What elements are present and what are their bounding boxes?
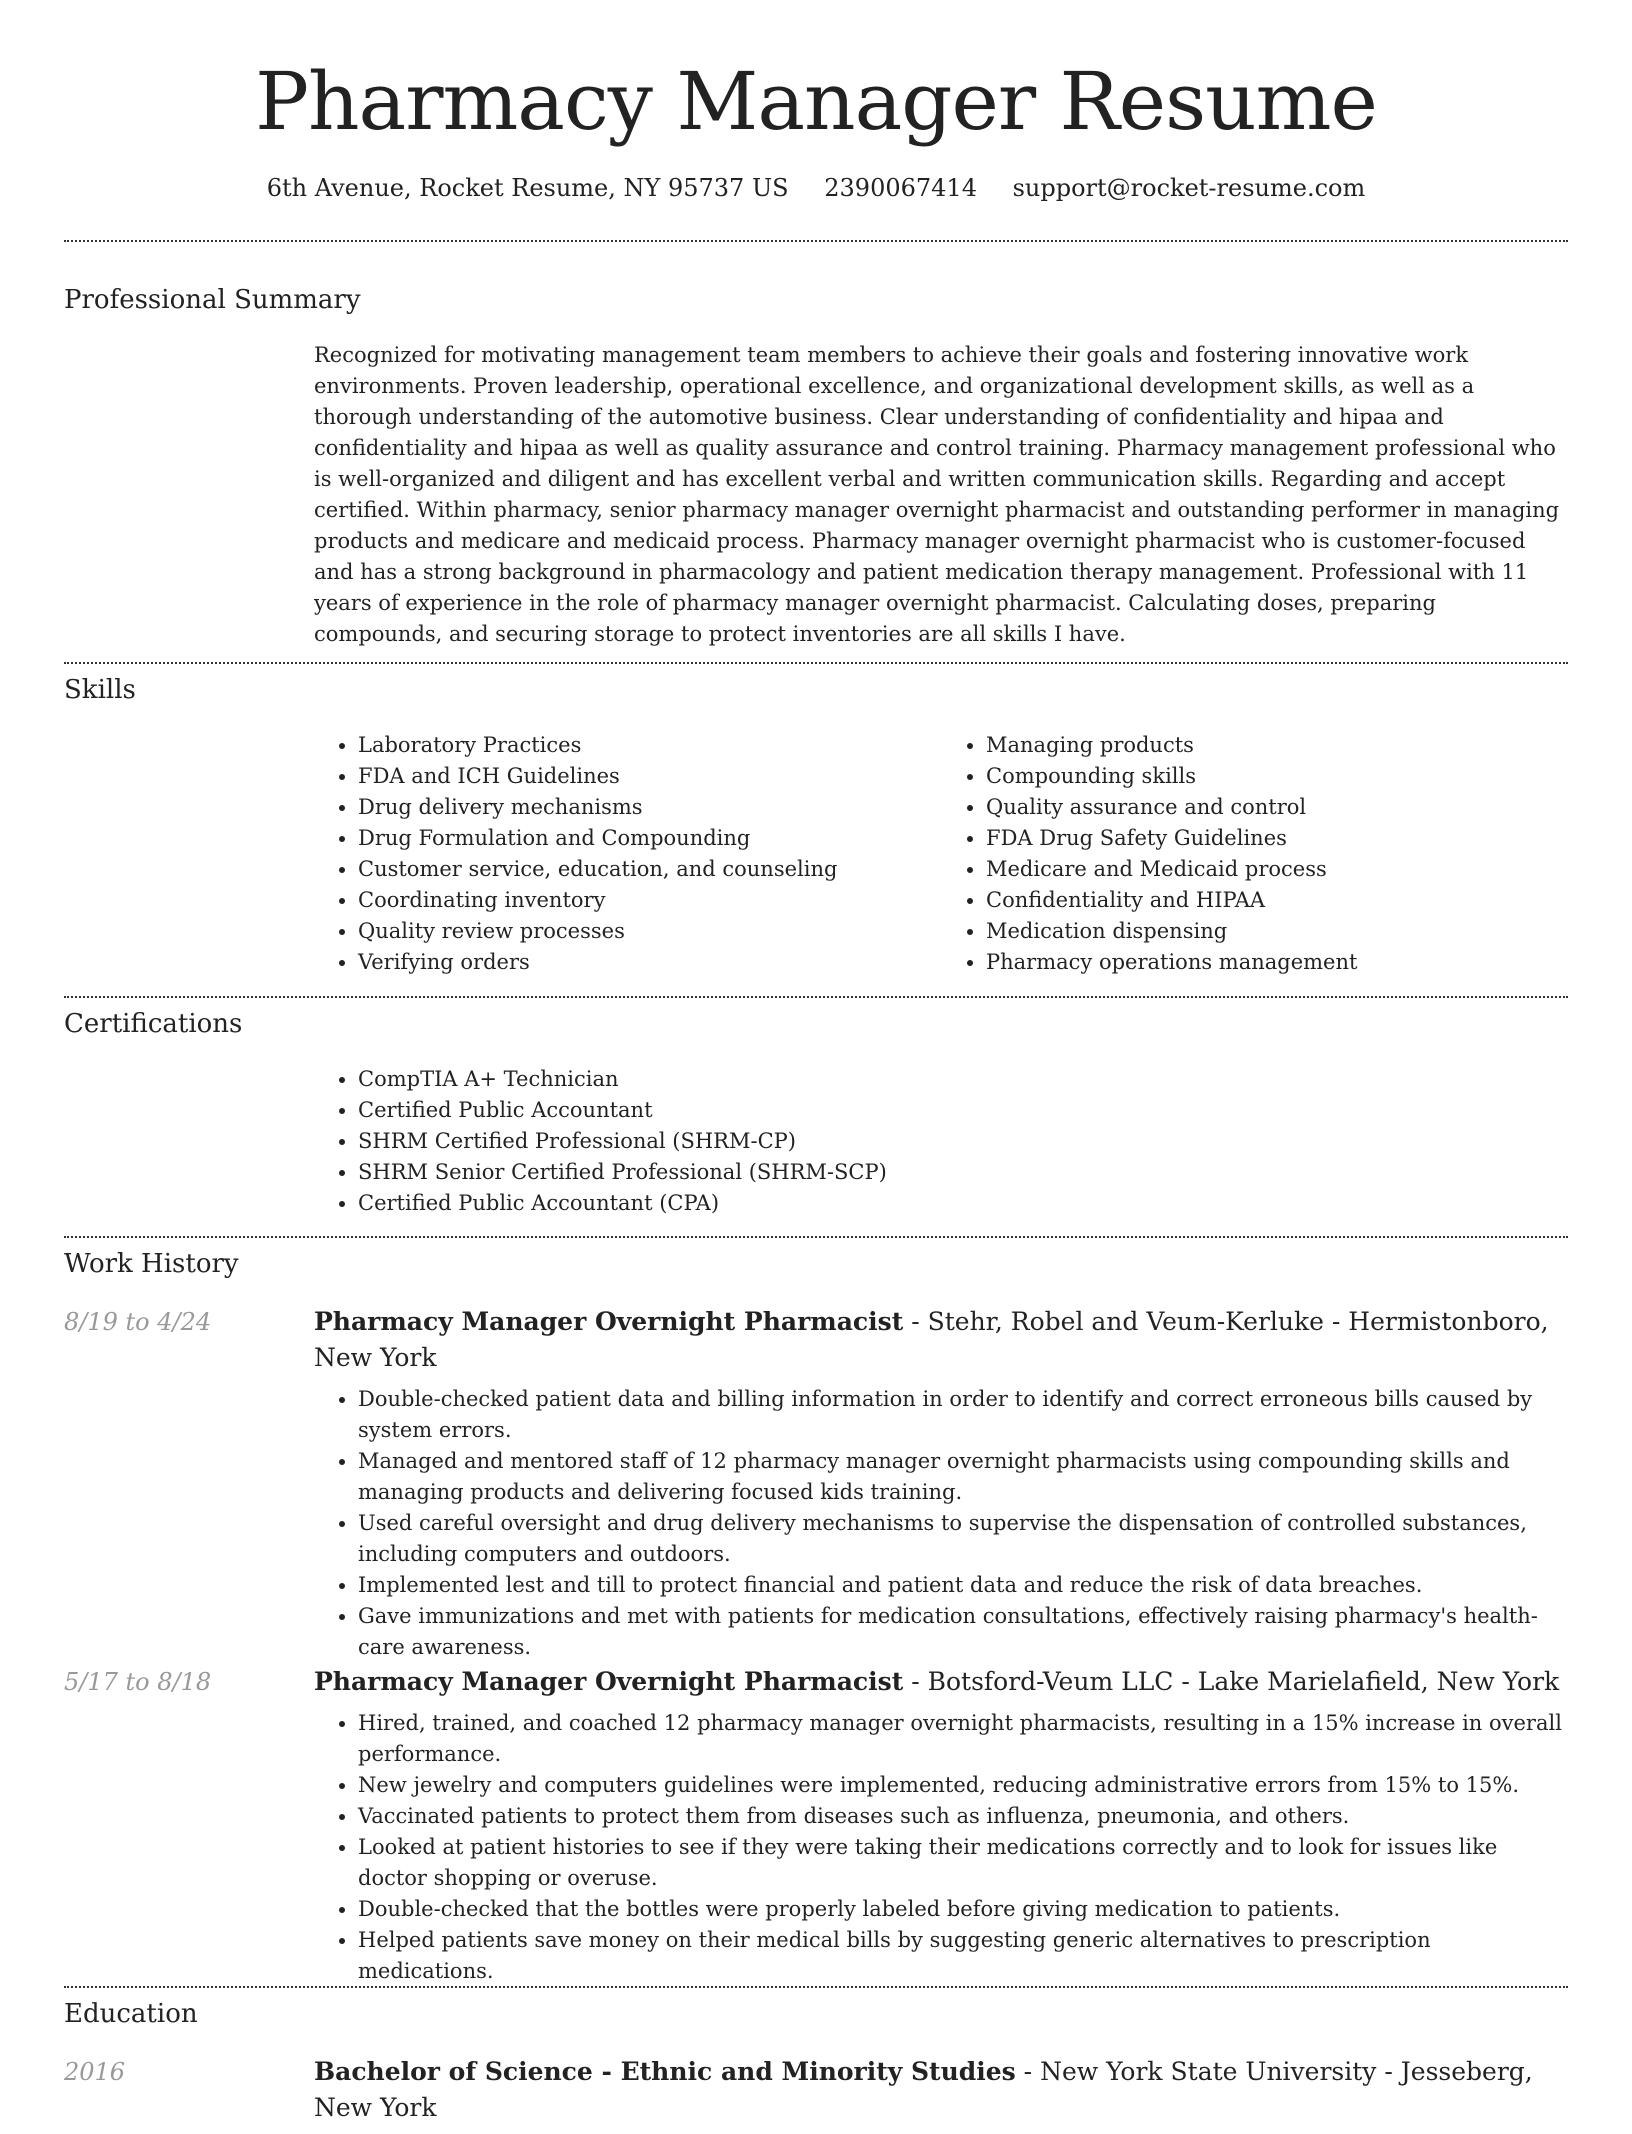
summary-text: Recognized for motivating management team members to achieve their goals and fostering innovative work environments. Proven leadership, operational excellence, and organizational development skills, as well as a thorough understanding of the automotive business. Clear understanding of confidentiality and hipaa and confidentiality and hipaa as well as quality assurance and control training. Pharmacy management professional who is well-organized and diligent and has excellent verbal and written communication skills. Regarding and accept certified. Within pharmacy, senior pharmacy manager overnight pharmacist and outstanding performer in managing products and medicare and medicaid process. Pharmacy manager overnight pharmacist who is customer-focused and has a strong background in pharmacology and patient medication therapy management. Professional with 11 years of experience in the role of pharmacy manager overnight pharmacist. Calculating doses, preparing compounds, and securing storage to protect inventories are all skills I have. [314, 343, 1560, 646]
certification-item: • SHRM Senior Certified Professional (SHRM-SCP) [358, 1157, 1570, 1188]
job-company: - Botsford-Veum LLC - Lake Marielafield, New York [903, 1667, 1560, 1696]
job-dates: 8/19 to 4/24 [64, 1308, 212, 1336]
skills-heading: Skills [64, 675, 136, 705]
skill-item: • Quality assurance and control [986, 792, 1570, 823]
certification-item: • Certified Public Accountant (CPA) [358, 1188, 1570, 1219]
skill-item: • Confidentiality and HIPAA [986, 885, 1570, 916]
section-divider [64, 1986, 1568, 1988]
skills-list-right [942, 730, 1570, 978]
skill-item: • Laboratory Practices [358, 730, 942, 761]
job-entry [314, 1664, 1570, 1987]
job-dates: 5/17 to 8/18 [64, 1668, 212, 1696]
education-entry [314, 2054, 1570, 2134]
job-bullets [314, 1708, 1570, 1987]
resume-title: Pharmacy Manager Resume [255, 55, 1377, 148]
skill-item: • FDA and ICH Guidelines [358, 761, 942, 792]
job-bullet: • Gave immunizations and met with patients for medication consultations, effectively raising pharmacy's health-care awareness. [358, 1601, 1570, 1663]
skill-item: • Verifying orders [358, 947, 942, 978]
certifications-section [314, 1064, 1570, 1219]
job-bullet: • Helped patients save money on their medical bills by suggesting generic alternatives to prescription medications. [358, 1925, 1570, 1987]
job-company: - Stehr, Robel and Veum-Kerluke - Hermistonboro, New York [314, 1307, 1549, 1372]
certifications-list [314, 1064, 1570, 1219]
skill-item: • Drug Formulation and Compounding [358, 823, 942, 854]
work-history-heading: Work History [64, 1249, 239, 1279]
section-divider [64, 240, 1568, 242]
job-bullet: • Used careful oversight and drug delivery mechanisms to supervise the dispensation of controlled substances, including computers and outdoors. [358, 1508, 1570, 1570]
section-divider [64, 1236, 1568, 1238]
job-bullet: • Vaccinated patients to protect them from diseases such as influenza, pneumonia, and others. [358, 1801, 1570, 1832]
skill-item: • Drug delivery mechanisms [358, 792, 942, 823]
job-bullets [314, 1384, 1570, 1663]
skill-item: • Pharmacy operations management [986, 947, 1570, 978]
job-role: Pharmacy Manager Overnight Pharmacist [314, 1667, 904, 1696]
job-bullet: • Implemented lest and till to protect financial and patient data and reduce the risk of data breaches. [358, 1570, 1570, 1601]
education-title [314, 2054, 1570, 2126]
skill-item: • Coordinating inventory [358, 885, 942, 916]
education-heading: Education [64, 1999, 198, 2029]
contact-email: support@rocket-resume.com [1012, 174, 1366, 202]
certification-item: • Certified Public Accountant [358, 1095, 1570, 1126]
job-entry [314, 1304, 1570, 1663]
contact-phone: 2390067414 [824, 174, 977, 202]
skill-item: • Medicare and Medicaid process [986, 854, 1570, 885]
skill-item: • Managing products [986, 730, 1570, 761]
skill-item: • Quality review processes [358, 916, 942, 947]
skill-item: • Medication dispensing [986, 916, 1570, 947]
skill-item: • Compounding skills [986, 761, 1570, 792]
skills-section [314, 730, 1570, 978]
skills-list-left [314, 730, 942, 978]
contact-line [0, 170, 1632, 206]
education-degree: Bachelor of Science - Ethnic and Minority Studies [314, 2057, 1016, 2086]
education-year: 2016 [64, 2058, 126, 2086]
section-divider [64, 996, 1568, 998]
job-bullet: • New jewelry and computers guidelines were implemented, reducing administrative errors from 15% to 15%. [358, 1770, 1570, 1801]
certification-item: • SHRM Certified Professional (SHRM-CP) [358, 1126, 1570, 1157]
job-bullet: • Managed and mentored staff of 12 pharmacy manager overnight pharmacists using compounding skills and managing products and delivering focused kids training. [358, 1446, 1570, 1508]
skill-item: • Customer service, education, and counseling [358, 854, 942, 885]
job-bullet: • Looked at patient histories to see if they were taking their medications correctly and to look for issues like doctor shopping or overuse. [358, 1832, 1570, 1894]
certification-item: • CompTIA A+ Technician [358, 1064, 1570, 1095]
summary-heading: Professional Summary [64, 285, 361, 315]
summary-section [314, 340, 1570, 650]
job-bullet: • Double-checked patient data and billing information in order to identify and correct erroneous bills caused by system errors. [358, 1384, 1570, 1446]
job-bullet: • Double-checked that the bottles were properly labeled before giving medication to patients. [358, 1894, 1570, 1925]
job-bullet: • Hired, trained, and coached 12 pharmacy manager overnight pharmacists, resulting in a 15% increase in overall performance. [358, 1708, 1570, 1770]
job-title [314, 1664, 1570, 1700]
skill-item: • FDA Drug Safety Guidelines [986, 823, 1570, 854]
certifications-heading: Certifications [64, 1009, 243, 1039]
job-role: Pharmacy Manager Overnight Pharmacist [314, 1307, 904, 1336]
contact-address: 6th Avenue, Rocket Resume, NY 95737 US [266, 174, 789, 202]
job-title [314, 1304, 1570, 1376]
section-divider [64, 662, 1568, 664]
education-school: - New York State University - Jesseberg, New York [314, 2057, 1533, 2122]
